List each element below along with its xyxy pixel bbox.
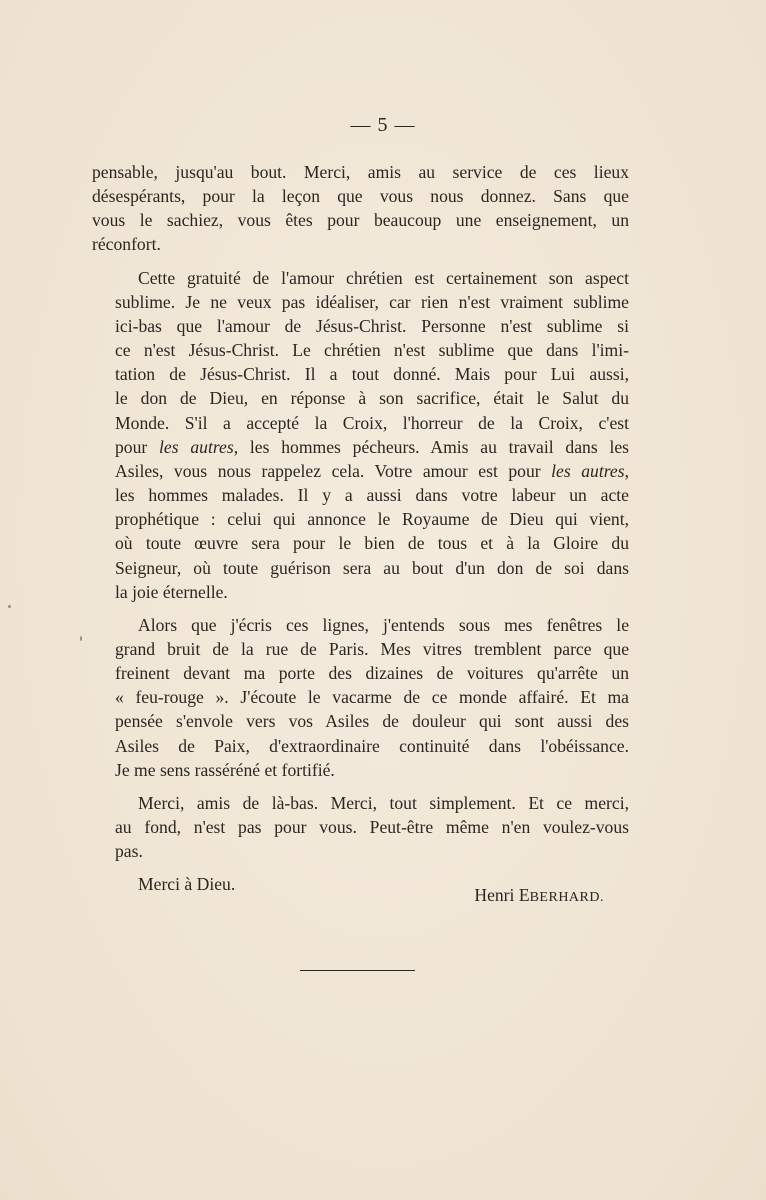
text-line: la joie éternelle. (115, 581, 228, 602)
text-line (92, 459, 629, 483)
italic-text: les autres (159, 436, 234, 457)
author-last-name: BERHARD. (529, 890, 604, 905)
paper-speck (80, 636, 82, 641)
paragraph-2 (92, 266, 629, 604)
text-line: freinent devant ma porte des dizaines de voitures qu'arrête un (115, 663, 629, 684)
text-line: Je me sens rasséréné et fortifié. (115, 759, 335, 780)
text-line (92, 435, 629, 459)
text-line: au fond, n'est pas pour vous. Peut-être même n'en voulez-vous (115, 817, 629, 838)
text-fragment: , (624, 460, 629, 481)
text-line: « feu-rouge ». J'écoute le vacarme de ce monde affairé. Et ma (115, 687, 629, 708)
text-line: Monde. S'il a accepté la Croix, l'horreur de la Croix, c'est (115, 412, 629, 433)
text-line: Seigneur, où toute guérison sera au bout d'un don de soi dans (115, 557, 629, 578)
text-line: prophétique : celui qui annonce le Royaume de Dieu qui vient, (115, 509, 629, 530)
paper-speck (8, 605, 11, 608)
paragraph-4 (92, 791, 629, 863)
paragraph-1 (92, 160, 629, 257)
text-line: pensée s'envole vers vos Asiles de douleur qui sont aussi des (115, 711, 629, 732)
text-line: Alors que j'écris ces lignes, j'entends sous mes fenêtres le (138, 614, 629, 635)
text-line: désespérants, pour la leçon que vous nous donnez. Sans que (92, 186, 629, 207)
horizontal-rule (300, 970, 415, 971)
author-signature (474, 885, 604, 906)
text-line: le don de Dieu, en réponse à son sacrifice, était le Salut du (115, 388, 629, 409)
text-line: ici-bas que l'amour de Jésus-Christ. Personne n'est sublime si (115, 315, 629, 336)
text-line: tation de Jésus-Christ. Il a tout donné. Mais pour Lui aussi, (115, 364, 629, 385)
text-line: sublime. Je ne veux pas idéaliser, car rien n'est vraiment sublime (115, 291, 629, 312)
text-line: Cette gratuité de l'amour chrétien est certainement son aspect (138, 267, 629, 288)
author-last-initial: E (518, 885, 530, 905)
text-line: pensable, jusqu'au bout. Merci, amis au service de ces lieux (92, 162, 629, 182)
text-line: où toute œuvre sera pour le bien de tous et à la Gloire du (115, 533, 629, 554)
author-first-name: Henri (474, 885, 515, 905)
text-fragment: pour (115, 436, 160, 457)
text-fragment: , les hommes pécheurs. Amis au travail dans les (233, 436, 629, 457)
text-line: Merci à Dieu. (138, 874, 236, 895)
body-text (92, 160, 629, 906)
text-line: réconfort. (92, 234, 161, 255)
text-line: les hommes malades. Il y a aussi dans votre labeur un acte (115, 485, 629, 506)
paragraph-3 (92, 613, 629, 782)
text-line: vous le sachiez, vous êtes pour beaucoup une enseignement, un (92, 210, 629, 231)
page-number: — 5 — (350, 114, 416, 136)
text-fragment: Asiles, vous nous rappelez cela. Votre amour est pour (115, 460, 552, 481)
italic-text: les autres (551, 460, 625, 481)
text-line: grand bruit de la rue de Paris. Mes vitres tremblent parce que (115, 638, 629, 659)
text-line: Merci, amis de là-bas. Merci, tout simplement. Et ce merci, (138, 792, 629, 813)
text-line: ce n'est Jésus-Christ. Le chrétien n'est sublime que dans l'imi- (115, 340, 629, 361)
text-line: pas. (115, 841, 143, 862)
text-line: Asiles de Paix, d'extraordinaire continuité dans l'obéissance. (115, 735, 629, 756)
